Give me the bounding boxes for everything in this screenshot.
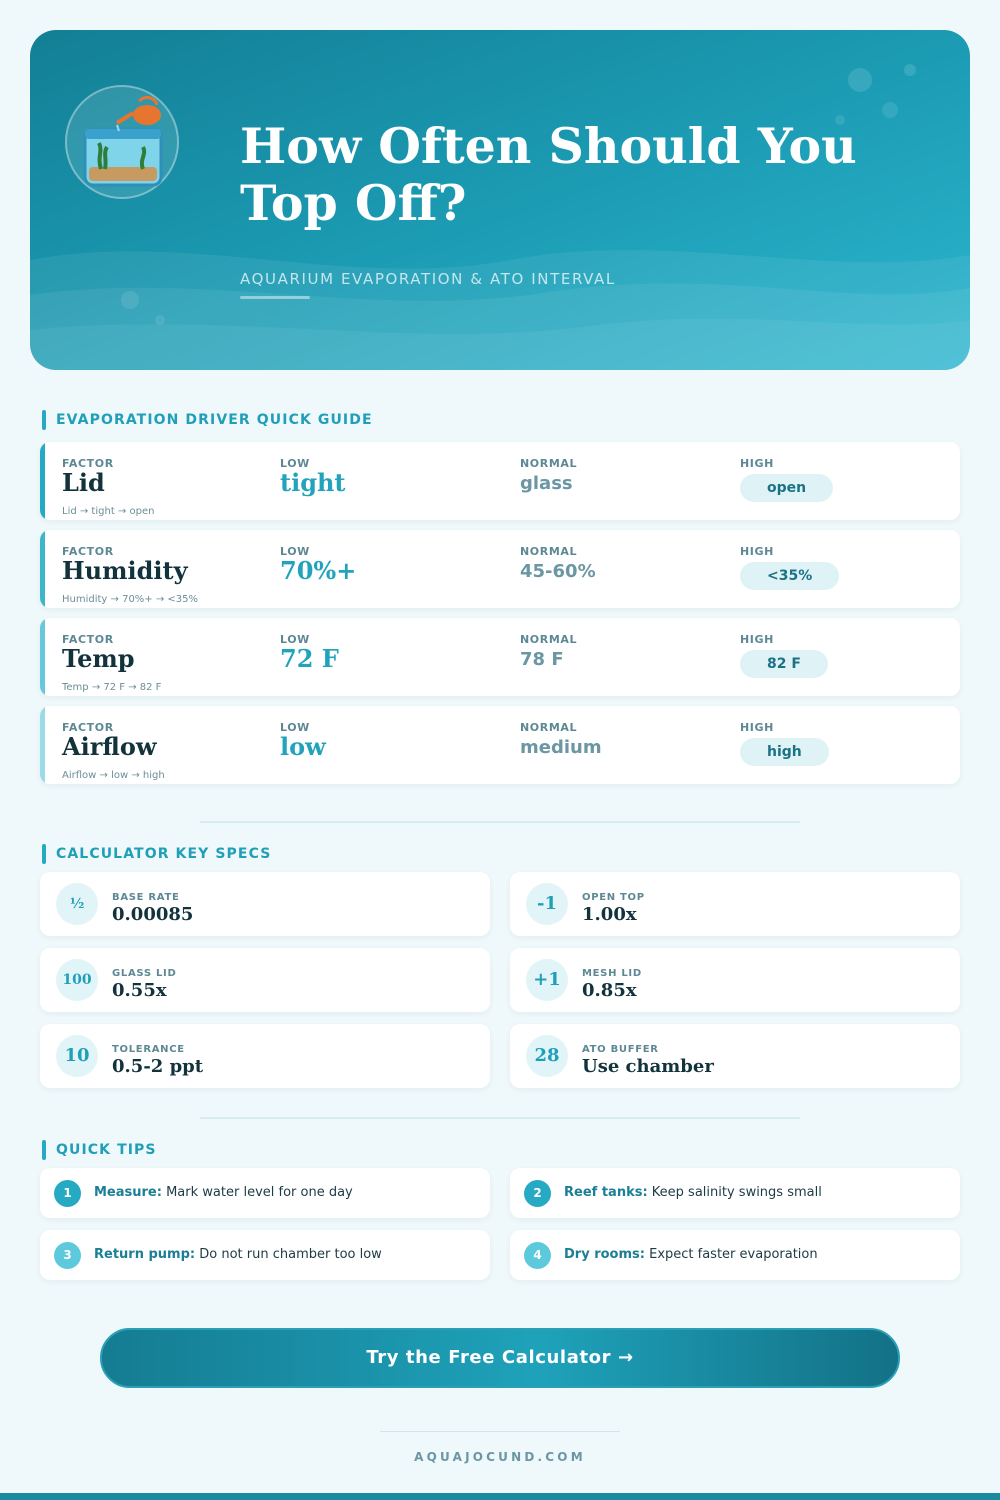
col-label-factor: FACTOR [62,457,114,470]
factor-low-value: 70%+ [280,556,357,585]
col-label-high: HIGH [740,633,774,646]
tips-heading: QUICK TIPS [42,1140,157,1160]
col-label-low: LOW [280,721,310,734]
section-divider [200,821,800,823]
spec-card-tolerance [40,1024,490,1088]
footer-divider [380,1431,620,1432]
tip-title: Reef tanks: [564,1185,648,1200]
factor-low-value: 72 F [280,644,339,673]
spec-value: Use chamber [582,1056,714,1077]
factor-high-badge: <35% [740,562,839,590]
tip-body: Expect faster evaporation [649,1247,818,1262]
col-label-low: LOW [280,545,310,558]
factor-normal-value: 45-60% [520,561,596,582]
factor-row-humidity [40,530,960,608]
spec-value: 0.85x [582,980,637,1001]
spec-value: 0.5-2 ppt [112,1056,204,1077]
factor-chain: Humidity → 70%+ → <35% [62,594,199,605]
spec-badge: 100 [56,959,98,1001]
col-label-high: HIGH [740,721,774,734]
factor-normal-value: medium [520,737,602,758]
factor-low-value: tight [280,468,346,497]
hero-banner [30,30,970,370]
row-accent-bar [40,442,45,520]
tip-number: 2 [524,1180,551,1207]
spec-value: 0.55x [112,980,167,1001]
factor-name: Temp [62,644,135,673]
tip-card-dry-rooms [510,1230,960,1280]
tip-text [94,1247,382,1262]
factor-chain: Temp → 72 F → 82 F [62,682,162,693]
spec-badge: 10 [56,1035,98,1077]
factor-chain: Lid → tight → open [62,506,155,517]
tip-body: Keep salinity swings small [651,1185,822,1200]
spec-badge: +1 [526,959,568,1001]
tip-number: 1 [54,1180,81,1207]
specs-heading: CALCULATOR KEY SPECS [42,844,271,864]
tip-number: 4 [524,1242,551,1269]
col-label-normal: NORMAL [520,457,578,470]
spec-card-base-rate [40,872,490,936]
tip-title: Measure: [94,1185,162,1200]
spec-label: GLASS LID [112,968,177,979]
factor-low-value: low [280,732,326,761]
spec-badge: ½ [56,883,98,925]
spec-label: MESH LID [582,968,642,979]
factor-name: Lid [62,468,105,497]
footer-site-link[interactable]: AQUAJOCUND.COM [414,1450,586,1464]
spec-card-glass-lid [40,948,490,1012]
factor-name: Airflow [62,732,157,761]
tip-text [94,1185,353,1200]
tip-card-measure [40,1168,490,1218]
factor-high-badge: open [740,474,833,502]
subtitle-underline [240,296,310,299]
page-title: How Often Should You Top Off? [240,117,857,232]
factor-row-airflow [40,706,960,784]
spec-label: OPEN TOP [582,892,645,903]
tip-body: Mark water level for one day [166,1185,353,1200]
factor-high-badge: 82 F [740,650,828,678]
spec-card-ato-buffer [510,1024,960,1088]
factor-name: Humidity [62,556,188,585]
col-label-normal: NORMAL [520,633,578,646]
tip-body: Do not run chamber too low [199,1247,382,1262]
spec-card-mesh-lid [510,948,960,1012]
spec-label: BASE RATE [112,892,180,903]
section-divider [200,1117,800,1119]
col-label-factor: FACTOR [62,721,114,734]
spec-badge: 28 [526,1035,568,1077]
col-label-normal: NORMAL [520,721,578,734]
tip-card-reef-tanks [510,1168,960,1218]
tip-number: 3 [54,1242,81,1269]
spec-card-open-top [510,872,960,936]
row-accent-bar [40,530,45,608]
col-label-factor: FACTOR [62,545,114,558]
tip-card-return-pump [40,1230,490,1280]
guide-heading: EVAPORATION DRIVER QUICK GUIDE [42,410,373,430]
col-label-high: HIGH [740,545,774,558]
factor-normal-value: glass [520,473,573,494]
factor-normal-value: 78 F [520,649,564,670]
bottom-accent-bar [0,1493,1000,1500]
col-label-factor: FACTOR [62,633,114,646]
row-accent-bar [40,618,45,696]
col-label-low: LOW [280,633,310,646]
spec-badge: -1 [526,883,568,925]
col-label-low: LOW [280,457,310,470]
tip-text [564,1185,822,1200]
spec-label: TOLERANCE [112,1044,185,1055]
tip-title: Return pump: [94,1247,196,1262]
spec-value: 0.00085 [112,904,194,925]
spec-value: 1.00x [582,904,637,925]
factor-chain: Airflow → low → high [62,770,165,781]
tip-title: Dry rooms: [564,1247,645,1262]
page-subtitle: AQUARIUM EVAPORATION & ATO INTERVAL [240,270,616,288]
tip-text [564,1247,818,1262]
factor-row-lid [40,442,960,520]
spec-label: ATO BUFFER [582,1044,659,1055]
aquarium-watering-can-icon [65,85,179,199]
try-calculator-button[interactable]: Try the Free Calculator → [100,1328,900,1388]
factor-high-badge: high [740,738,829,766]
col-label-normal: NORMAL [520,545,578,558]
row-accent-bar [40,706,45,784]
factor-row-temp [40,618,960,696]
col-label-high: HIGH [740,457,774,470]
